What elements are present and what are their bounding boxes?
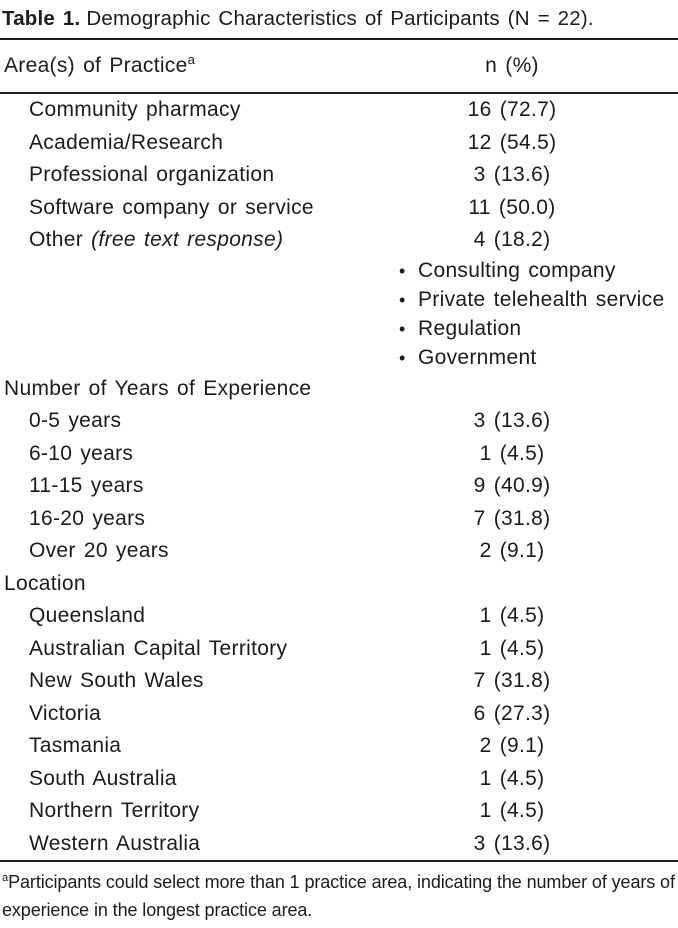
row-value: 9 (40.9): [473, 474, 551, 498]
row-label: Community pharmacy: [29, 98, 241, 122]
bullet-item: [0, 315, 678, 344]
row-value: 11 (50.0): [468, 195, 556, 219]
row-label: South Australia: [29, 766, 177, 790]
row-label: Victoria: [29, 701, 102, 725]
row-value: 12 (54.5): [467, 130, 557, 154]
footnote-marker: a: [2, 872, 9, 884]
table-row: [0, 730, 678, 763]
table-body: [0, 94, 678, 860]
row-label: Northern Territory: [29, 799, 200, 823]
row-label: Over 20 years: [29, 539, 169, 563]
row-value: 1 (4.5): [479, 636, 545, 660]
table-row: [0, 763, 678, 796]
bullet-item-label: Consulting company: [418, 259, 616, 282]
header-n-percent: n (%): [485, 54, 539, 77]
section-heading: Location: [4, 571, 86, 595]
row-value: 3 (13.6): [473, 163, 551, 187]
bullet-item: [0, 257, 678, 286]
bullet-item-label: Private telehealth service: [418, 288, 665, 311]
row-value: 7 (31.8): [473, 669, 551, 693]
section-heading-row: [0, 568, 678, 601]
row-value: 1 (4.5): [479, 799, 545, 823]
table-row: [0, 159, 678, 192]
row-value: 2 (9.1): [479, 734, 545, 758]
table-title: [0, 0, 678, 38]
bullet-icon: •: [399, 289, 406, 310]
table-row: [0, 470, 678, 503]
row-label: Queensland: [29, 604, 146, 628]
table-row: [0, 94, 678, 127]
table-row: [0, 600, 678, 633]
row-label: Professional organization: [29, 163, 275, 187]
row-label: New South Wales: [29, 669, 204, 693]
section-heading-row: [0, 373, 678, 406]
table-row: [0, 698, 678, 731]
row-label: 11-15 years: [29, 474, 144, 498]
bullet-item: [0, 344, 678, 373]
table-row: [0, 192, 678, 225]
table-row: [0, 224, 678, 257]
row-value: 1 (4.5): [479, 604, 545, 628]
bullet-icon: •: [399, 347, 406, 368]
table-row: [0, 503, 678, 536]
row-value: 4 (18.2): [473, 228, 551, 252]
table-number-label: Table 1.: [2, 7, 81, 30]
row-label: Tasmania: [29, 734, 122, 758]
row-value: 2 (9.1): [479, 539, 545, 563]
row-label-text: Other: [29, 228, 92, 252]
row-label: [0, 228, 392, 252]
row-value: 3 (13.6): [473, 409, 551, 433]
table-row: [0, 438, 678, 471]
table-row: [0, 405, 678, 438]
table-row: [0, 795, 678, 828]
footnote-text: Participants could select more than 1 practice area, indicating the number of years of experience in the longest practice area.: [2, 872, 675, 920]
table-row: [0, 665, 678, 698]
row-label: Academia/Research: [29, 130, 224, 154]
bullet-item-label: Regulation: [418, 317, 522, 340]
bullet-icon: •: [399, 318, 406, 339]
row-value: 3 (13.6): [473, 831, 551, 855]
row-label: 6-10 years: [29, 441, 134, 465]
section-heading: Number of Years of Experience: [4, 376, 312, 400]
table-row: [0, 828, 678, 861]
row-value: 6 (27.3): [473, 701, 551, 725]
row-label: Western Australia: [29, 831, 201, 855]
table-title-text: Demographic Characteristics of Participants (N = 22).: [86, 7, 594, 30]
bullet-item: [0, 286, 678, 315]
header-area-of-practice: Area(s) of Practice$^a$: [4, 52, 196, 77]
bullet-icon: •: [399, 260, 406, 281]
row-value: 16 (72.7): [467, 98, 557, 122]
table-header-row: [0, 40, 678, 92]
row-label: Software company or service: [29, 195, 314, 219]
row-label: 16-20 years: [29, 506, 146, 530]
row-value: 7 (31.8): [473, 506, 551, 530]
header-footnote-marker: a: [187, 52, 196, 67]
row-value: 1 (4.5): [479, 766, 545, 790]
table-footnote: [0, 862, 678, 928]
table-row: [0, 127, 678, 160]
table-row: [0, 535, 678, 568]
bullet-item-label: Government: [418, 346, 537, 369]
row-label: 0-5 years: [29, 409, 122, 433]
row-label-italic-text: (free text response): [91, 228, 284, 252]
row-label: Australian Capital Territory: [29, 636, 288, 660]
row-value: 1 (4.5): [479, 441, 545, 465]
table-row: [0, 633, 678, 666]
